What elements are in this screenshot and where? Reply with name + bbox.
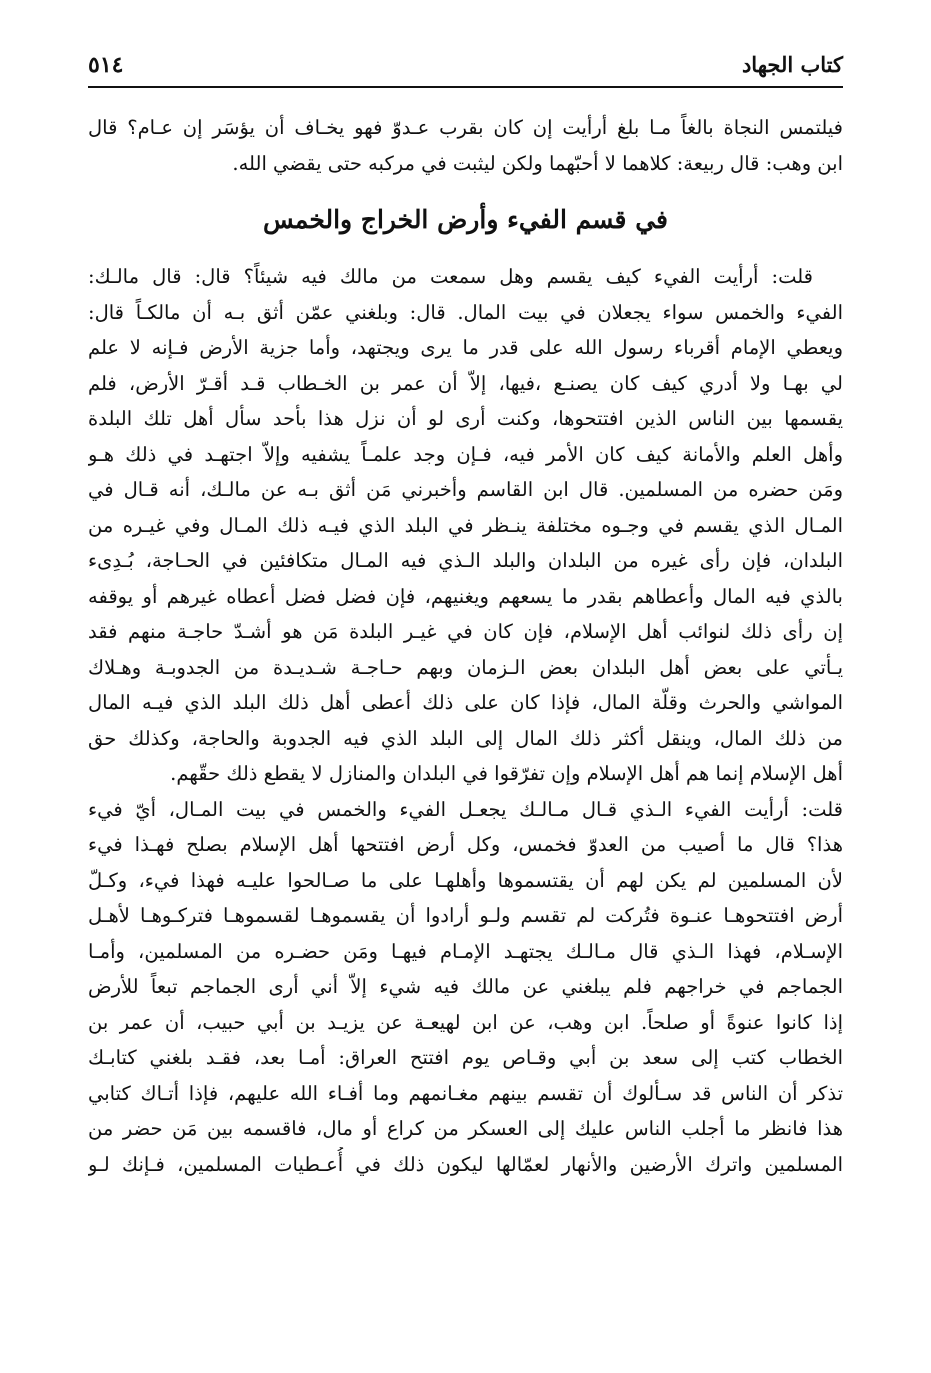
text-line: لأن المسلمين لم يكن لهم أن يقتسموها وأهلهـا على ما صـالحوا عليـه فهذا فيء، وكـلّ — [88, 868, 843, 892]
text-line: يقسمها بين الناس الذين افتتحوها، وكنت أرى لو أن نزل هذا بأحد سأل أهل تلك البلدة — [88, 407, 843, 430]
text-line: من ذلك المال، وينقل أكثر ذلك المال إلى البلد الذي فيه الجدوبة والحاجة، وكذلك حق — [88, 726, 843, 750]
text-line: أرض افتتحوهـا عنـوة فتُركت لم تقسم ولـو أرادوا أن يقسموهـا لقسموهـا فتركـوهـا لأهـل — [88, 904, 843, 927]
text-line: البلدان، فإن رأى غيره من البلدان والبلد الـذي فيه المـال متكافئين في الحـاجة، بُـدِىء — [88, 549, 843, 572]
text-line: أهل الإسلام إنما هم أهل الإسلام وإن تفرّقوا في البلدان والمنازل لا يقطع ذلك حقّهم. — [170, 762, 843, 785]
body-text — [88, 259, 843, 1182]
section-heading: في قسم الفيء وأرض الخراج والخمس — [263, 205, 668, 234]
text-line: ويعطي الإمام أقرباء رسول الله على قدر ما يرى ويجتهد، وأما جزية الأرض فـإنه لا علم — [88, 336, 843, 359]
text-line: إن رأى ذلك لنوائب أهل الإسلام، فإن كان في غيـر البلدة مَن هو أشـدّ حاجـة منهم فقد — [88, 620, 843, 643]
text-line: هذا فانظر ما أجلب الناس عليك إلى العسكر من كراع أو مال، فاقسمه بين مَن حضر من — [88, 1117, 843, 1140]
text-line: الإسـلام، فهذا الـذي قال مـالـك يجتهـد الإمـام فيهـا ومَن حضـره من المسلمين، وأمـا — [88, 939, 843, 963]
text-line: يـأتي على بعض أهل البلدان بعض الـزمان وبهم حـاجـة شـديـدة من الجدوبـة وهـلاك — [88, 655, 843, 679]
text-line: الفيء والخمس سواء يجعلان في بيت المال. قال: وبلغني عمّن أثق بـه أن مالكـاً قال: — [88, 300, 843, 324]
text-line: هذا؟ قال ما أصيب من العدوّ فخمس، وكل أرض افتتحها أهل الإسلام بصلح فهـذا فيء — [88, 833, 843, 856]
text-line: بالذي فيه المال وأعطاهم بقدر ما يسعهم ويغنيهم، فإن فضل فضل أعطاه غيرهم أو يوقفه — [88, 584, 843, 608]
text-line: فيلتمس النجاة بالغاً مـا بلغ أرأيت إن كان بقرب عـدوّ فهو يخـاف أن يؤسَر إن عـام؟ قال — [88, 116, 843, 139]
book-title: كتاب الجهاد — [741, 52, 843, 77]
text-line: تذكر أن الناس قد سـألوك أن تقسم بينهم مغـانمهم وما أفـاء الله عليهم، فإذا أتـاك كتابي — [88, 1081, 843, 1105]
text-line: وأهل العلم والأمانة كيف كان الأمر فيه، فـإن وجد علمـاً يشفيه وإلاّ اجتهـد في ذلك هـو — [88, 442, 843, 466]
text-line: المواشي والحرث وقلّة المال، فإذا كان على ذلك أعطى أهل ذلك البلد الذي فيـه المال — [88, 691, 843, 714]
text-line: المسلمين واترك الأرضين والأنهار لعمّالها ليكون ذلك في أُعـطيات المسلمين، فـإنك لـو — [88, 1152, 843, 1176]
text-line: الخطاب كتب إلى سعد بن أبي وقـاص يوم افتتح العراق: أمـا بعد، فقـد بلغني كتابـك — [88, 1046, 843, 1069]
page-number: ٥١٤ — [88, 52, 124, 78]
running-header — [88, 48, 843, 88]
text-line: ومَن حضره من المسلمين. قال ابن القاسم وأخبرني مَن أثق بـه عن مالـك، أنه قـال في — [88, 478, 843, 501]
page-content — [88, 110, 843, 1182]
intro-paragraph — [88, 110, 843, 181]
text-line: الجماجم في خراجهم فلم يبلغني عن مالك فيه شيء إلاّ أني أرى الجماجم تبعاً للأرض — [88, 975, 843, 998]
text-line: ابن وهب: قال ربيعة: كلاهما لا أحبّهما ولكن ليثبت في مركبه حتى يقضي الله. — [232, 151, 843, 175]
text-line: لي بهـا ولا أدري كيف كان يصنـع ،فيها، إلاّ أن عمر بن الخـطاب قـد أقـرّ الأرض، فلم — [88, 371, 843, 395]
text-line: إذا كانوا عنوةً أو صلحاً. ابن وهب، عن ابن لهيعـة عن يزيـد بن أبي حبيب، أن عمر بن — [88, 1010, 843, 1034]
text-line: قلت: أرأيت الفيء الـذي قـال مـالـك يجعـل الفيء والخمس في بيت المـال، أيّ فيء — [88, 797, 843, 821]
text-line: قلت: أرأيت الفيء كيف يقسم وهل سمعت من مالك فيه شيئاً؟ قال: قال مالـك: — [88, 265, 813, 288]
text-line: المـال الذي يقسم في وجـوه مختلفة ينـظر في البلد الذي فيـه ذلك المـال وفي غيـره من — [88, 513, 843, 537]
